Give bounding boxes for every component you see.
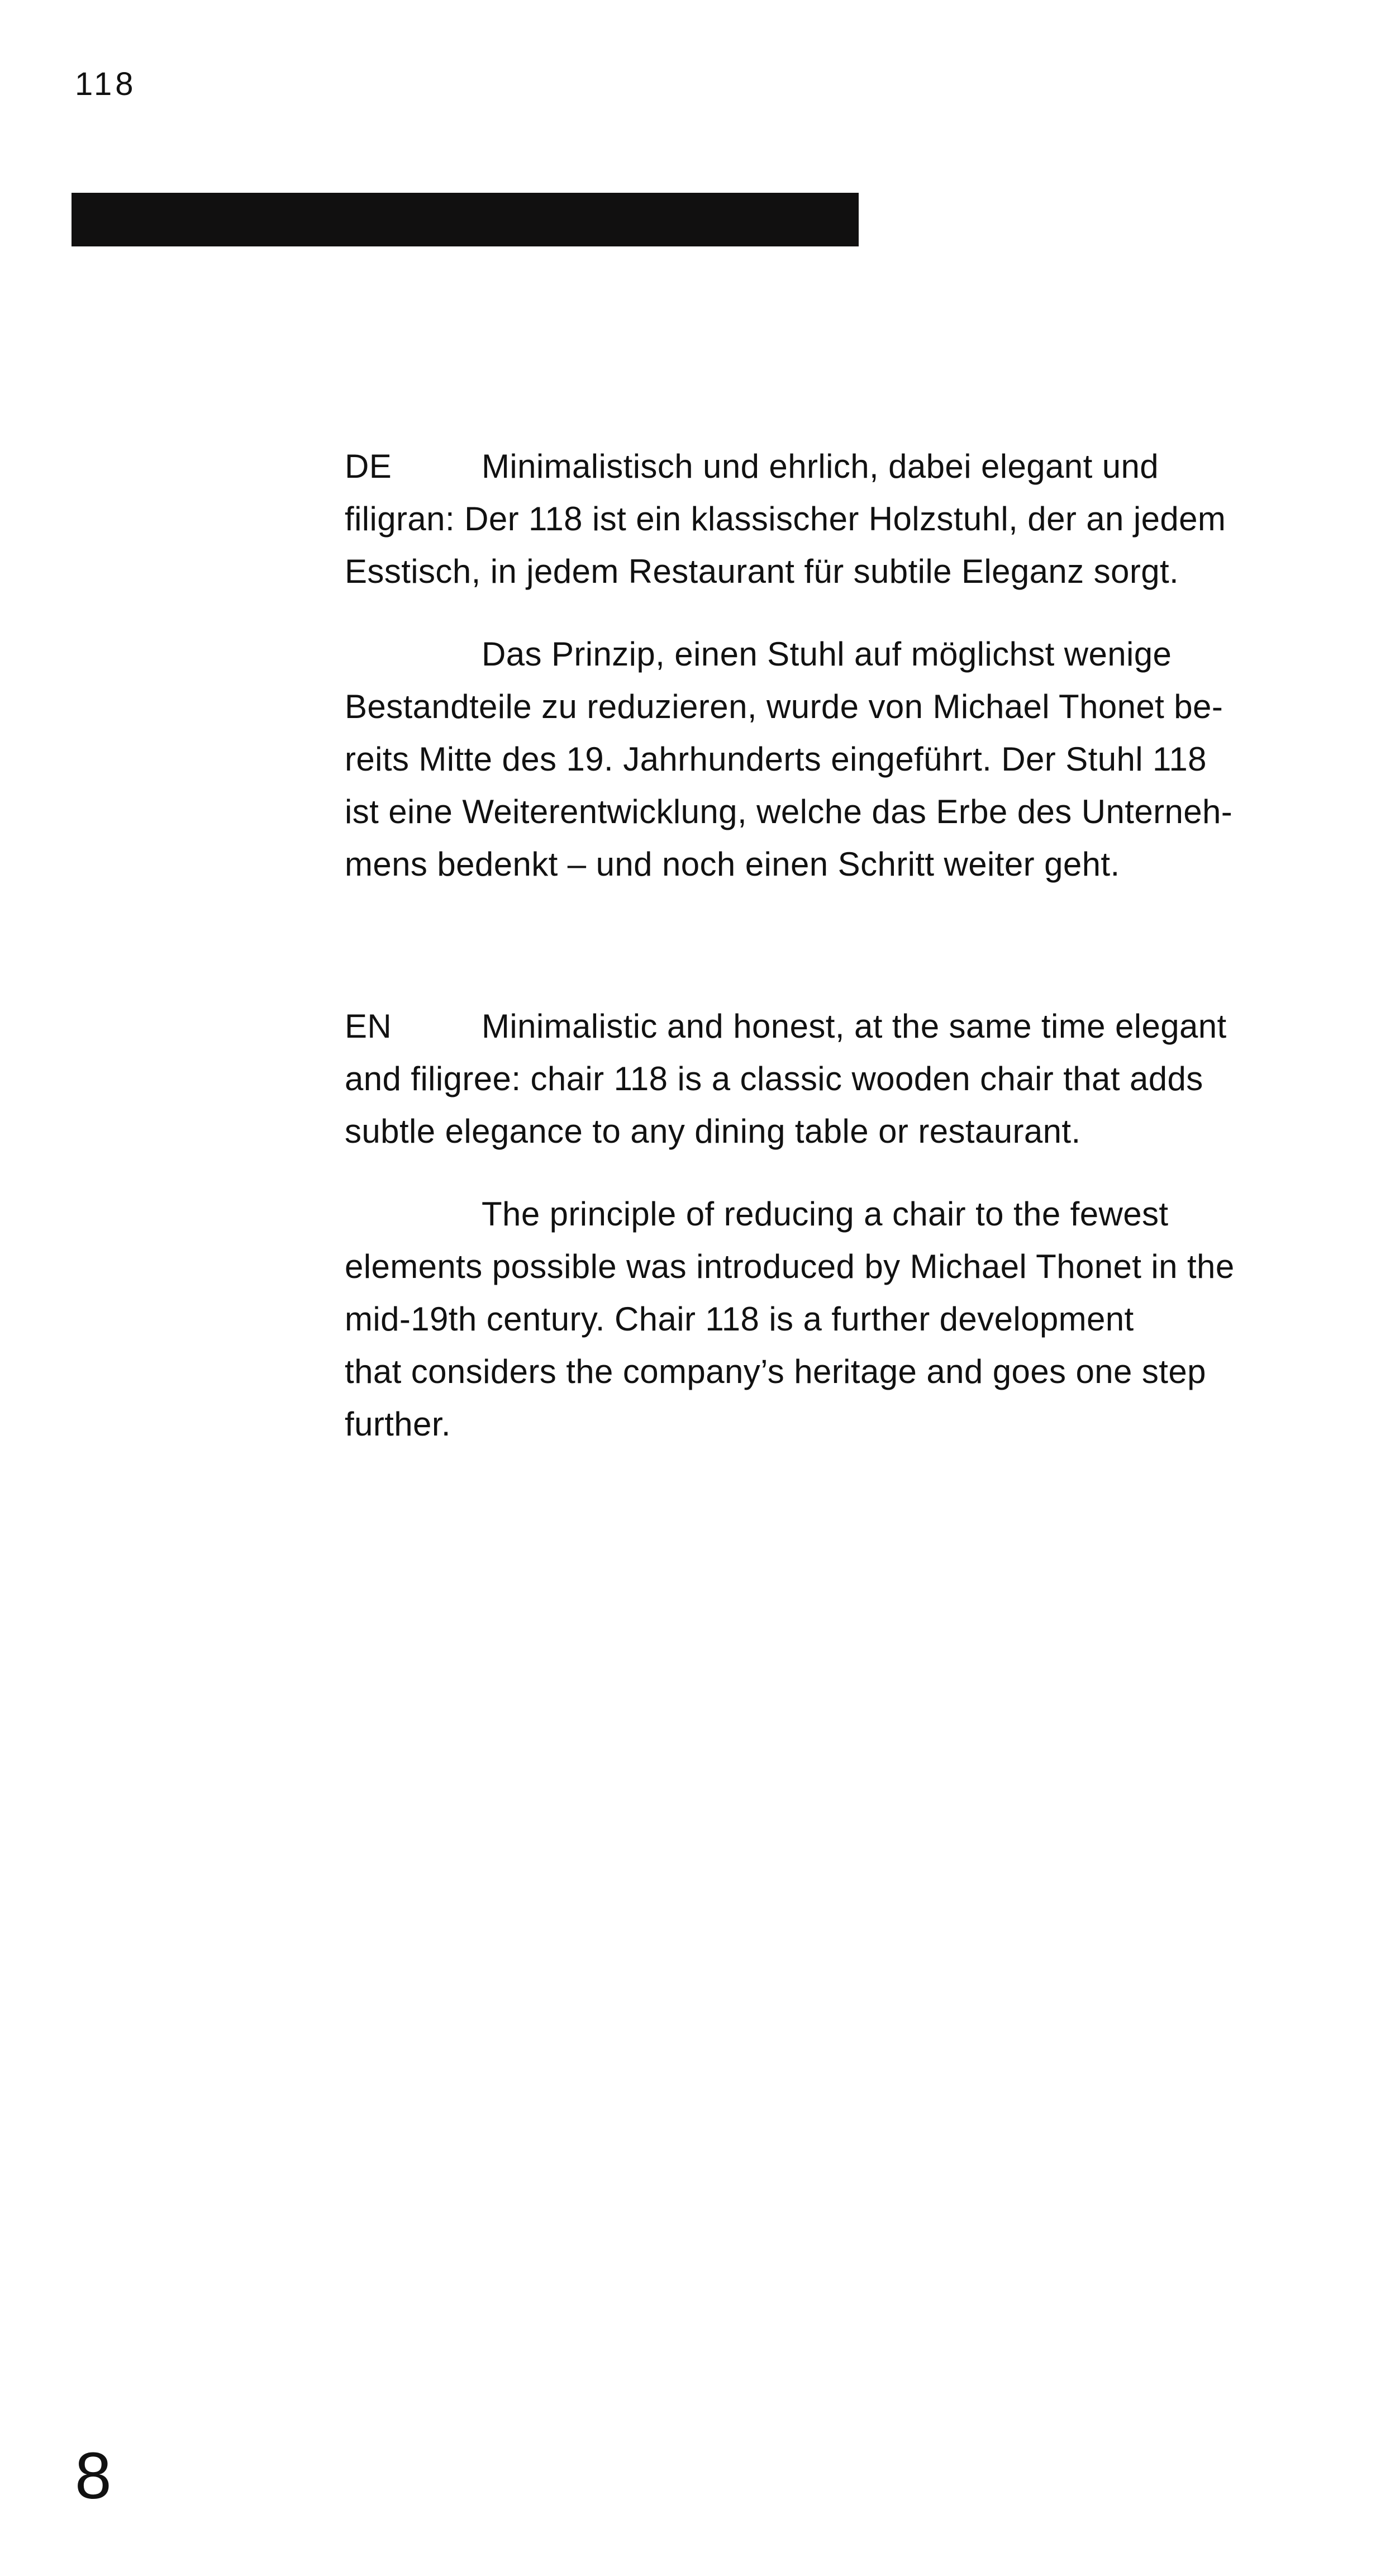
- en-p1-line-2: and filigree: chair 118 is a classic wooden chair that adds: [345, 1060, 1203, 1097]
- en-p1-line-3: subtle elegance to any dining table or restaurant.: [345, 1113, 1081, 1150]
- de-p2-line-2: Bestandteile zu reduzieren, wurde von Michael Thonet be-: [345, 688, 1223, 725]
- en-paragraph-1: [345, 1000, 1278, 1158]
- de-p1-line-2: filigran: Der 118 ist ein klassischer Holzstuhl, der an jedem: [345, 500, 1226, 538]
- en-p2-line-2: elements possible was introduced by Michael Thonet in the: [345, 1248, 1235, 1285]
- de-p2-line-3: reits Mitte des 19. Jahrhunderts eingeführt. Der Stuhl 118: [345, 740, 1207, 778]
- en-language-code: EN: [345, 1007, 392, 1045]
- de-paragraph-1: [345, 440, 1278, 598]
- de-p2-line-4: ist eine Weiterentwicklung, welche das Erbe des Unterneh-: [345, 793, 1233, 830]
- de-p1-line-1: Minimalistisch und ehrlich, dabei elegant und: [482, 448, 1159, 485]
- en-paragraph-2: [345, 1188, 1278, 1451]
- english-text-block: [345, 1000, 1278, 1451]
- german-text-block: [345, 440, 1278, 891]
- en-p2-line-5: further.: [345, 1405, 451, 1443]
- en-p2-line-4: that considers the company’s heritage and goes one step: [345, 1353, 1206, 1390]
- de-p2-line-5: mens bedenkt – und noch einen Schritt weiter geht.: [345, 845, 1120, 883]
- en-p2-line-3: mid-19th century. Chair 118 is a further development: [345, 1300, 1134, 1338]
- de-language-code: DE: [345, 448, 392, 485]
- running-head: 118: [75, 66, 137, 102]
- title-bar: [72, 193, 859, 246]
- de-p1-line-3: Esstisch, in jedem Restaurant für subtile Eleganz sorgt.: [345, 553, 1179, 590]
- de-p2-line-1: Das Prinzip, einen Stuhl auf möglichst wenige: [482, 635, 1172, 673]
- page-number: 8: [75, 2439, 112, 2513]
- en-p1-line-1: Minimalistic and honest, at the same time elegant: [482, 1007, 1227, 1045]
- en-p2-line-1: The principle of reducing a chair to the fewest: [482, 1195, 1169, 1233]
- de-paragraph-2: [345, 628, 1278, 891]
